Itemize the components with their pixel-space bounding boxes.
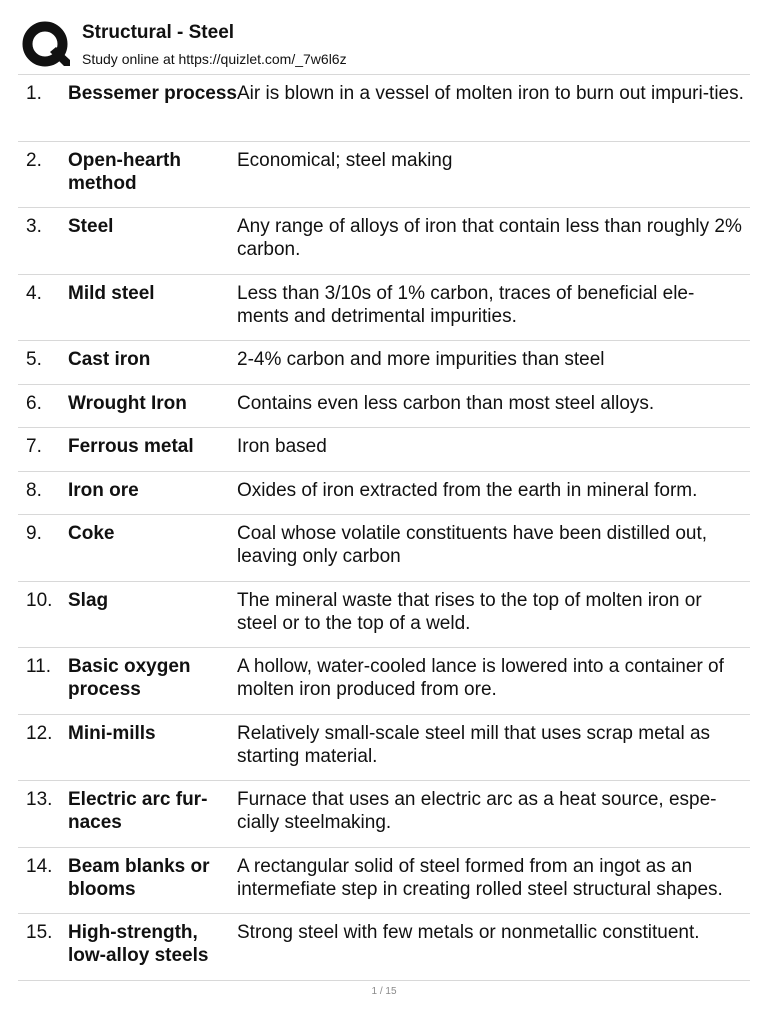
card-term: Steel (68, 216, 114, 237)
card-definition: Economical; steel making (237, 149, 453, 171)
card-term: Coke (68, 523, 115, 544)
flashcard-row (18, 914, 750, 981)
flashcard-list (18, 74, 750, 981)
quizlet-q-logo-icon (20, 20, 70, 70)
flashcard-row (18, 428, 750, 472)
card-definition: Less than 3/10s of 1% carbon, traces of beneficial ele-ments and detrimental impurities. (237, 282, 695, 327)
card-definition: Coal whose volatile constituents have been distilled out, leaving only carbon (237, 523, 708, 567)
card-number: 1. (26, 83, 42, 104)
card-definition: Air is blown in a vessel of molten iron to burn out impuri-ties. (237, 83, 744, 104)
flashcard-row (18, 385, 750, 429)
card-definition: A rectangular solid of steel formed from an ingot as an intermefiate step in creating rolled steel structural shapes. (237, 855, 723, 900)
card-term: Ferrous metal (68, 436, 194, 457)
card-definition: Contains even less carbon than most steel alloys. (237, 392, 655, 414)
card-term: Iron ore (68, 479, 139, 501)
card-number: 15. (26, 922, 53, 943)
card-definition: The mineral waste that rises to the top of molten iron or steel or to the top of a weld. (237, 589, 702, 634)
flashcard-row (18, 208, 750, 275)
card-number: 4. (26, 282, 42, 304)
card-term: Bessemer process (68, 83, 237, 104)
card-number: 14. (26, 855, 53, 877)
card-definition: Iron based (237, 436, 327, 457)
card-term: Mini-mills (68, 722, 156, 744)
flashcard-row (18, 142, 750, 209)
card-number: 9. (26, 523, 42, 544)
card-number: 13. (26, 789, 53, 810)
card-term: Open-hearth method (68, 149, 181, 194)
card-number: 12. (26, 722, 53, 744)
flashcard-row (18, 275, 750, 342)
card-number: 2. (26, 149, 42, 171)
card-number: 3. (26, 216, 42, 237)
card-number: 11. (26, 656, 52, 677)
card-number: 7. (26, 436, 42, 457)
flashcard-row (18, 75, 750, 142)
card-number: 10. (26, 589, 53, 611)
flashcard-row (18, 848, 750, 915)
card-number: 8. (26, 479, 42, 501)
card-definition: Furnace that uses an electric arc as a heat source, espe-cially steelmaking. (237, 789, 717, 833)
card-term: Mild steel (68, 282, 155, 304)
card-number: 5. (26, 349, 42, 370)
card-term: Basic oxygen process (68, 656, 191, 700)
flashcard-row (18, 648, 750, 715)
flashcard-row (18, 515, 750, 582)
flashcard-row (18, 781, 750, 848)
document-header (20, 18, 750, 74)
page-number: 1 / 15 (371, 986, 397, 997)
card-term: Wrought Iron (68, 392, 187, 414)
card-definition: Oxides of iron extracted from the earth in mineral form. (237, 479, 698, 501)
card-definition: 2-4% carbon and more impurities than steel (237, 349, 605, 370)
page-title: Structural - Steel (82, 22, 235, 43)
flashcard-row (18, 582, 750, 649)
card-definition: Relatively small-scale steel mill that uses scrap metal as starting material. (237, 722, 711, 767)
card-number: 6. (26, 392, 42, 414)
flashcard-row (18, 472, 750, 516)
card-term: High-strength, low-alloy steels (68, 922, 209, 966)
card-term: Beam blanks or blooms (68, 855, 210, 900)
card-definition: Any range of alloys of iron that contain less than roughly 2% carbon. (237, 216, 742, 260)
card-term: Electric arc fur-naces (68, 789, 208, 833)
flashcard-row (18, 715, 750, 782)
card-term: Slag (68, 589, 109, 611)
card-definition: Strong steel with few metals or nonmetallic constituent. (237, 922, 700, 943)
card-term: Cast iron (68, 349, 151, 370)
study-online-link[interactable]: Study online at https://quizlet.com/_7w6l6z (82, 51, 347, 67)
flashcard-row (18, 341, 750, 385)
card-definition: A hollow, water-cooled lance is lowered into a container of molten iron produced from ore. (237, 656, 724, 700)
